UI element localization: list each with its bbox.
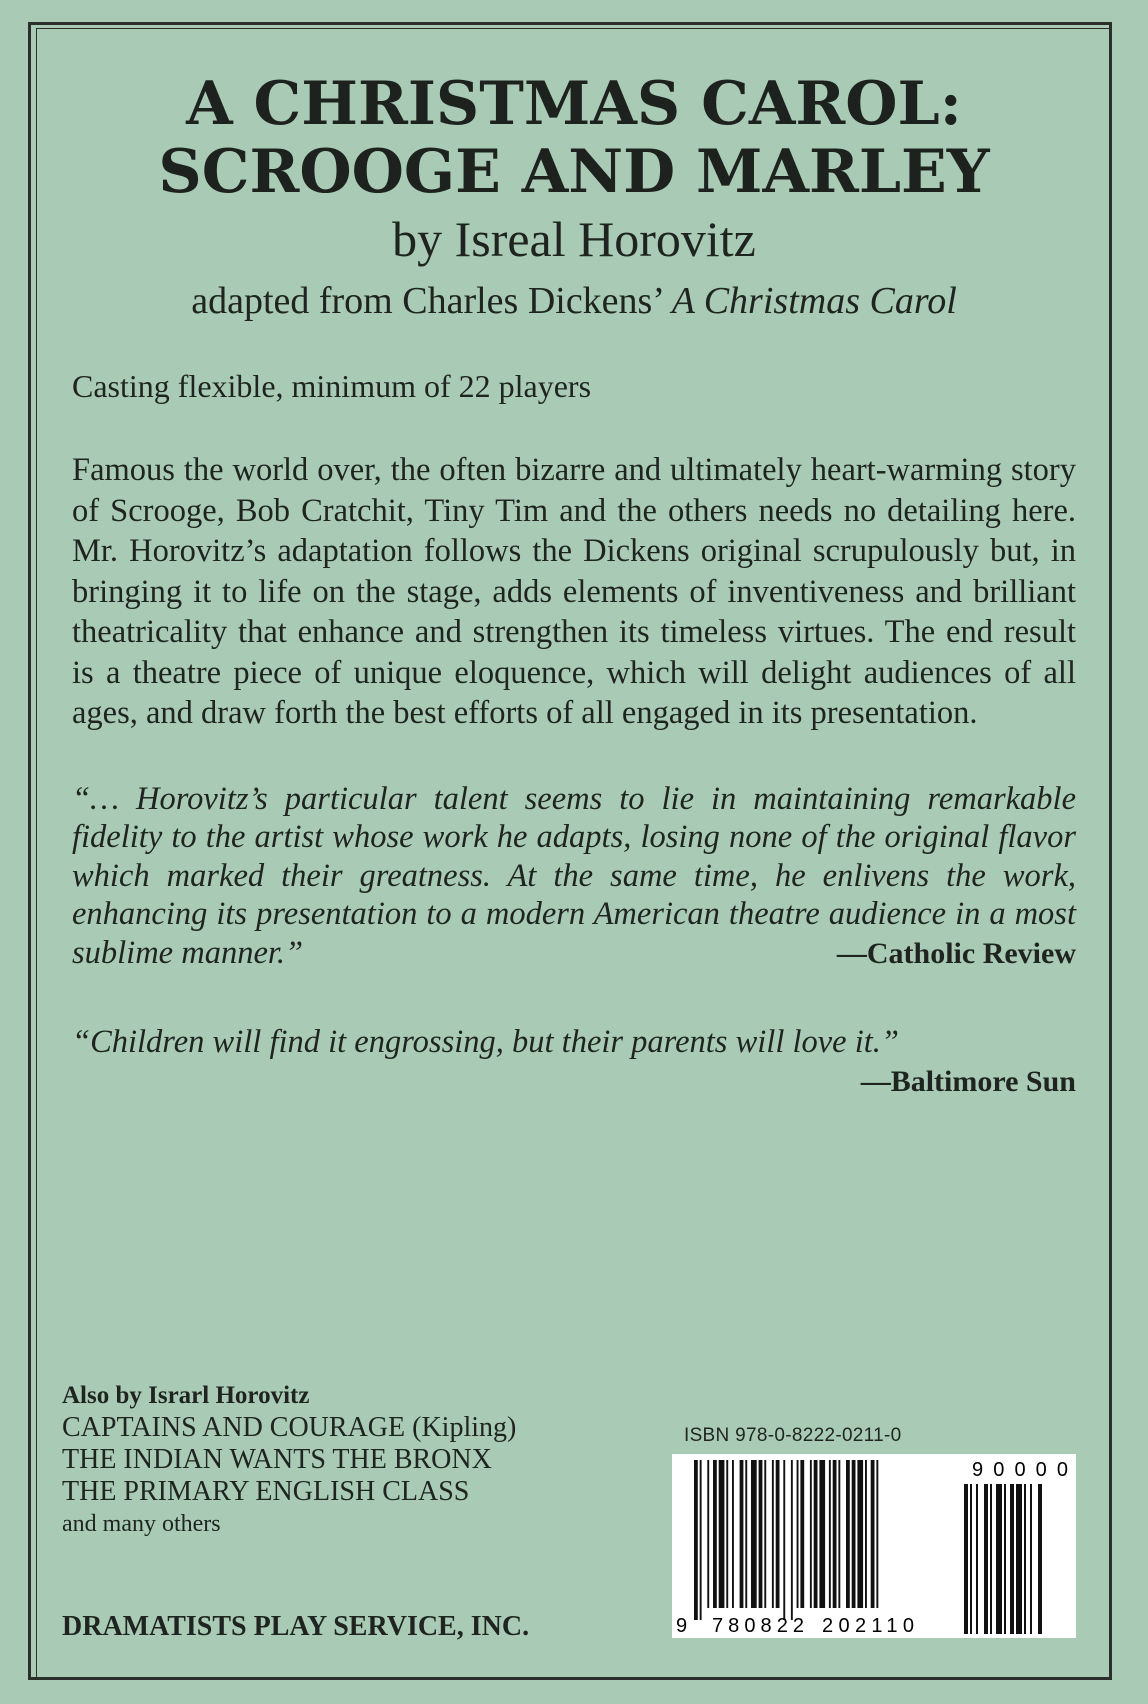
barcode-bar [797,1460,799,1608]
barcode-addon-bar [964,1484,968,1634]
barcode-bar [857,1460,863,1608]
barcode-bar [819,1460,825,1608]
barcode-bar [838,1460,840,1608]
adapted-prefix: adapted from Charles Dickens’ [191,280,663,322]
barcode-bar [694,1460,698,1620]
publisher-name: DRAMATISTS PLAY SERVICE, INC. [62,1611,530,1642]
barcode-left-digits: 780822 [712,1615,804,1637]
barcode-bar [772,1460,774,1608]
casting-note: Casting flexible, minimum of 22 players [72,368,592,404]
barcode-right-digits: 202110 [822,1615,914,1637]
barcode-bar [800,1460,804,1608]
barcode-addon-bar [1004,1484,1006,1634]
isbn-number: ISBN 978-0-8222-0211-0 [684,1425,902,1446]
barcode-addon-bar [996,1484,1002,1634]
author-line: by Isreal Horovitz [392,211,756,267]
barcode-bar [833,1460,837,1608]
barcode-bar [726,1460,728,1608]
barcode-addon-bar [1024,1484,1026,1634]
barcode-addon-bar [1016,1484,1022,1634]
title-line-1: A CHRISTMAS CAROL: [186,69,962,139]
barcode-addon-bar [984,1484,988,1634]
barcode-bar [865,1460,867,1608]
barcode-bar [876,1460,878,1608]
also-by-item: THE INDIAN WANTS THE BRONX [62,1444,492,1475]
review-quote-1: “… Horovitz’s particular talent seems to lie in maintaining remarkable fidelity to the artist whose work he adapts, losing none of the original flavor which marked their greatness. At the same time, he enlivens the work, enhancing its presentation to a modern American theatre audience in a most sublime manner.” [72,780,1076,971]
barcode-bar [852,1460,856,1608]
adapted-work-title: A Christmas Carol [671,280,957,322]
barcode-bar [732,1460,734,1608]
barcode-bar [776,1460,780,1608]
barcode-bar [740,1460,744,1608]
barcode-bar [783,1460,785,1620]
barcode-bar [719,1460,725,1608]
barcode-bar [871,1460,875,1608]
barcode-addon-digits: 90000 [972,1459,1068,1481]
barcode-bar [745,1460,747,1608]
barcode-bar [764,1460,766,1608]
barcode-bar [810,1460,812,1608]
also-by-item: THE PRIMARY ENGLISH CLASS [62,1476,470,1507]
also-by-section [62,1380,622,1540]
barcode-addon-bar [970,1484,972,1634]
barcode-addon-bar [1010,1484,1014,1634]
barcode-lead-digit: 9 [676,1615,688,1637]
review-source-1: —Catholic Review [836,937,1076,970]
barcode-bar [751,1460,757,1608]
barcode-icon [672,1454,1076,1638]
barcode-bar [846,1460,850,1608]
barcode-bar [829,1460,831,1608]
barcode-bar [759,1460,763,1608]
barcode-bar [700,1460,702,1620]
also-by-item: CAPTAINS AND COURAGE (Kipling) [62,1412,517,1443]
also-by-heading: Also by Israrl Horovitz [62,1382,310,1409]
cover-content [72,70,1076,1100]
barcode-addon-bar [976,1484,978,1634]
barcode-bar [814,1460,818,1608]
also-by-more: and many others [62,1511,221,1537]
barcode-bar [707,1460,709,1608]
review-quote-2: “Children will find it engrossing, but their parents will love it.” [72,1024,899,1060]
barcode-addon-bar [990,1484,992,1634]
title-line-2: SCROOGE AND MARLEY [158,137,990,207]
barcode-bar [791,1460,793,1620]
description-paragraph: Famous the world over, the often bizarre and ultimately heart-warming story of Scrooge, Bob Cratchit, Tiny Tim and the others needs no detailing here. Mr. Horovitz’s adaptation follows the Dickens original scrupulously but, in bringing it to life on the stage, adds elements of inventiveness and brilliant theatricality that enhance and strengthen its timeless virtues. The end result is a theatre piece of unique eloquence, which will delight audiences of all ages, and draw forth the best efforts of all engaged in its presentation. [72,452,1076,731]
adapted-line [72,278,1076,324]
barcode-bar [713,1460,717,1608]
barcode-addon-bar [1038,1484,1042,1634]
review-source-2: —Baltimore Sun [860,1065,1076,1098]
barcode-addon-bar [1030,1484,1032,1634]
